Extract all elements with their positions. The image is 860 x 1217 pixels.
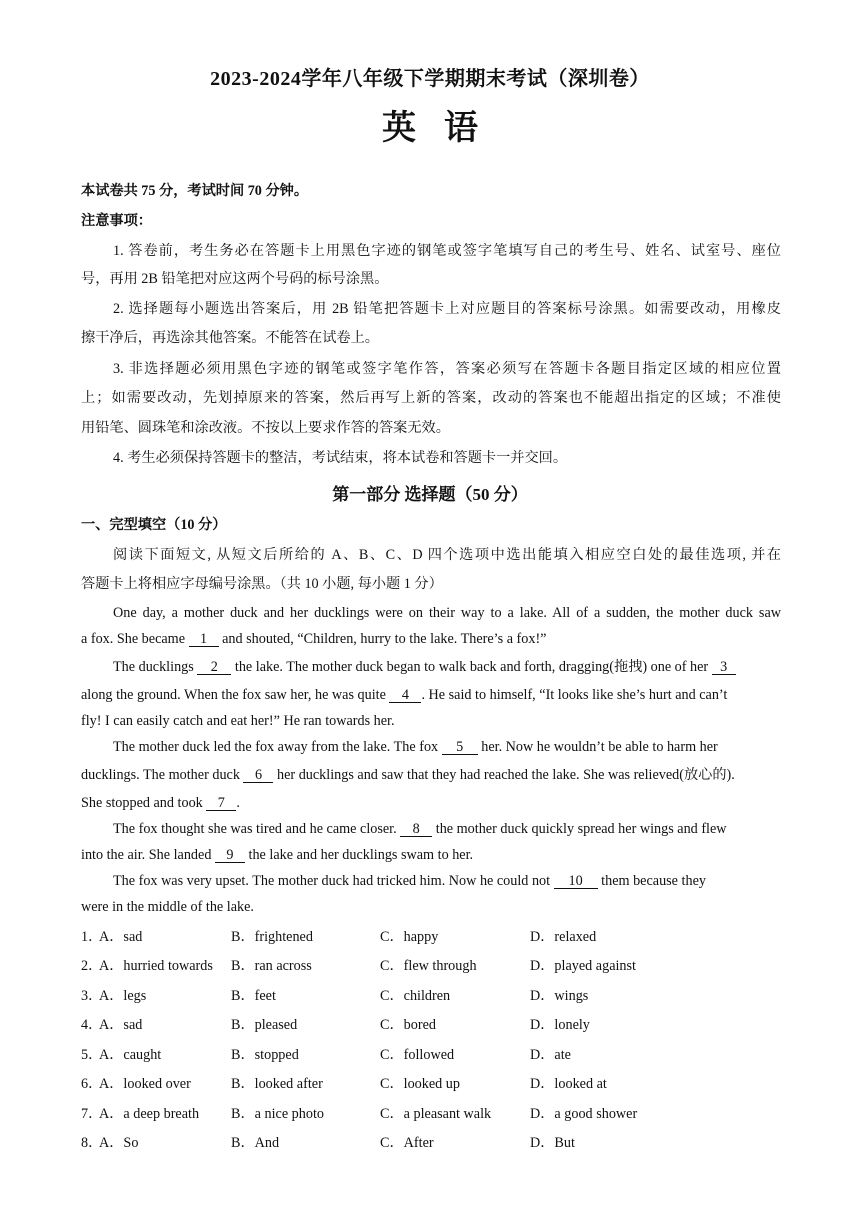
notice-title: 注意事项：	[81, 213, 152, 229]
part-title: 一、完型填空（10 分）	[81, 517, 227, 533]
question-number: 8．	[81, 1135, 103, 1151]
passage-line: along the ground. When the fox saw her, he was quite 4 . He said to himself, “It looks like she’s hurt and can’t	[81, 687, 728, 703]
option-d: D．ate	[530, 1047, 571, 1063]
passage-line: The fox was very upset. The mother duck had tricked him. Now he could not 10 them because they	[113, 873, 706, 889]
option-row	[81, 1103, 781, 1121]
option-b: B．ran across	[231, 958, 312, 974]
passage-line: were in the middle of the lake.	[81, 899, 254, 915]
option-c: C．flew through	[380, 958, 477, 974]
option-c: C．looked up	[380, 1076, 460, 1092]
option-row	[81, 955, 781, 973]
option-d: D．lonely	[530, 1017, 590, 1033]
option-row	[81, 985, 781, 1003]
blank-9: 9	[215, 848, 245, 863]
option-a: A．sad	[99, 1017, 143, 1033]
instruction-line-2: 答题卡上将相应字母编号涂黑。（共 10 小题, 每小题 1 分）	[81, 576, 443, 592]
notice-3-line-1: 3. 非选择题必须用黑色字迹的钢笔或签字笔作答，答案必须写在答题卡各题目指定区域的相应位置	[113, 361, 781, 377]
blank-8: 8	[400, 822, 432, 837]
option-d: D．a good shower	[530, 1106, 638, 1122]
option-c: C．followed	[380, 1047, 455, 1063]
blank-7: 7	[206, 796, 236, 811]
option-d: D．But	[530, 1135, 575, 1151]
passage-line: The mother duck led the fox away from the lake. The fox 5 her. Now he wouldn’t be able to harm her	[113, 739, 718, 755]
passage-line: into the air. She landed 9 the lake and her ducklings swam to her.	[81, 847, 474, 863]
option-a: A．a deep breath	[99, 1106, 200, 1122]
option-row	[81, 1132, 781, 1150]
passage-line: The fox thought she was tired and he came closer. 8 the mother duck quickly spread her wings and flew	[113, 821, 727, 837]
option-a: A．looked over	[99, 1076, 191, 1092]
notice-2-line-2: 擦干净后，再选涂其他答案。不能答在试卷上。	[81, 330, 379, 346]
option-b: B．pleased	[231, 1017, 298, 1033]
passage-line: The ducklings 2 the lake. The mother duck began to walk back and forth, dragging(拖拽) one of her 3	[113, 658, 781, 676]
blank-1: 1	[189, 632, 219, 647]
notice-4: 4. 考生必须保持答题卡的整洁，考试结束，将本试卷和答题卡一并交回。	[113, 450, 568, 466]
option-row	[81, 1073, 781, 1091]
blank-10: 10	[554, 874, 598, 889]
option-a: A．legs	[99, 988, 147, 1004]
blank-5: 5	[442, 740, 478, 755]
question-number: 2．	[81, 958, 103, 974]
section-title: 第一部分 选择题（50 分）	[332, 485, 528, 504]
notice-2-line-1: 2. 选择题每小题选出答案后，用 2B 铅笔把答题卡上对应题目的答案标号涂黑。如需要改动，用橡皮	[113, 301, 781, 317]
option-d: D．wings	[530, 988, 589, 1004]
option-d: D．played against	[530, 958, 636, 974]
option-b: B．a nice photo	[231, 1106, 324, 1122]
option-c: C．children	[380, 988, 451, 1004]
question-number: 5．	[81, 1047, 103, 1063]
option-a: A．caught	[99, 1047, 162, 1063]
option-b: B．frightened	[231, 929, 313, 945]
instruction-line-1: 阅读下面短文, 从短文后所给的 A、B、C、D 四个选项中选出能填入相应空白处的最佳选项, 并在	[113, 547, 781, 563]
option-row	[81, 1014, 781, 1032]
option-row	[81, 926, 781, 944]
option-b: B．stopped	[231, 1047, 299, 1063]
blank-3: 3	[712, 660, 736, 675]
option-c: C．happy	[380, 929, 439, 945]
option-b: B．feet	[231, 988, 276, 1004]
subject-title: 英语	[382, 108, 506, 148]
blank-6: 6	[243, 768, 273, 783]
option-d: D．relaxed	[530, 929, 597, 945]
option-row	[81, 1044, 781, 1062]
notice-1-line-2: 号，再用 2B 铅笔把对应这两个号码的标号涂黑。	[81, 271, 389, 287]
question-number: 7．	[81, 1106, 103, 1122]
option-c: C．a pleasant walk	[380, 1106, 492, 1122]
passage-line: ducklings. The mother duck 6 her ducklings and saw that they had reached the lake. She was relieved(放心的).	[81, 767, 735, 783]
option-b: B．And	[231, 1135, 280, 1151]
exam-title: 2023-2024学年八年级下学期期末考试（深圳卷）	[210, 68, 650, 90]
question-number: 6．	[81, 1076, 103, 1092]
option-a: A．sad	[99, 929, 143, 945]
score-time-note: 本试卷共 75 分，考试时间 70 分钟。	[81, 183, 309, 199]
question-number: 4．	[81, 1017, 103, 1033]
option-c: C．After	[380, 1135, 434, 1151]
option-a: A．So	[99, 1135, 139, 1151]
option-c: C．bored	[380, 1017, 436, 1033]
notice-3-line-2: 上；如需要改动，先划掉原来的答案，然后再写上新的答案，改动的答案也不能超出指定的区域；不准使	[81, 390, 781, 406]
blank-4: 4	[389, 688, 421, 703]
passage-line: One day, a mother duck and her ducklings were on their way to a lake. All of a sudden, the mother duck saw	[113, 605, 781, 621]
option-d: D．looked at	[530, 1076, 607, 1092]
option-b: B．looked after	[231, 1076, 323, 1092]
passage-line: She stopped and took 7 .	[81, 795, 240, 811]
option-a: A．hurried towards	[99, 958, 213, 974]
passage-line: a fox. She became 1 and shouted, “Children, hurry to the lake. There’s a fox!”	[81, 631, 547, 647]
notice-3-line-3: 用铅笔、圆珠笔和涂改液。不按以上要求作答的答案无效。	[81, 420, 450, 436]
question-number: 3．	[81, 988, 103, 1004]
question-number: 1．	[81, 929, 103, 945]
notice-1-line-1: 1. 答卷前，考生务必在答题卡上用黑色字迹的钢笔或签字笔填写自己的考生号、姓名、试室号、座位	[113, 243, 781, 259]
passage-line: fly! I can easily catch and eat her!” He ran towards her.	[81, 713, 395, 729]
blank-2: 2	[197, 660, 231, 675]
